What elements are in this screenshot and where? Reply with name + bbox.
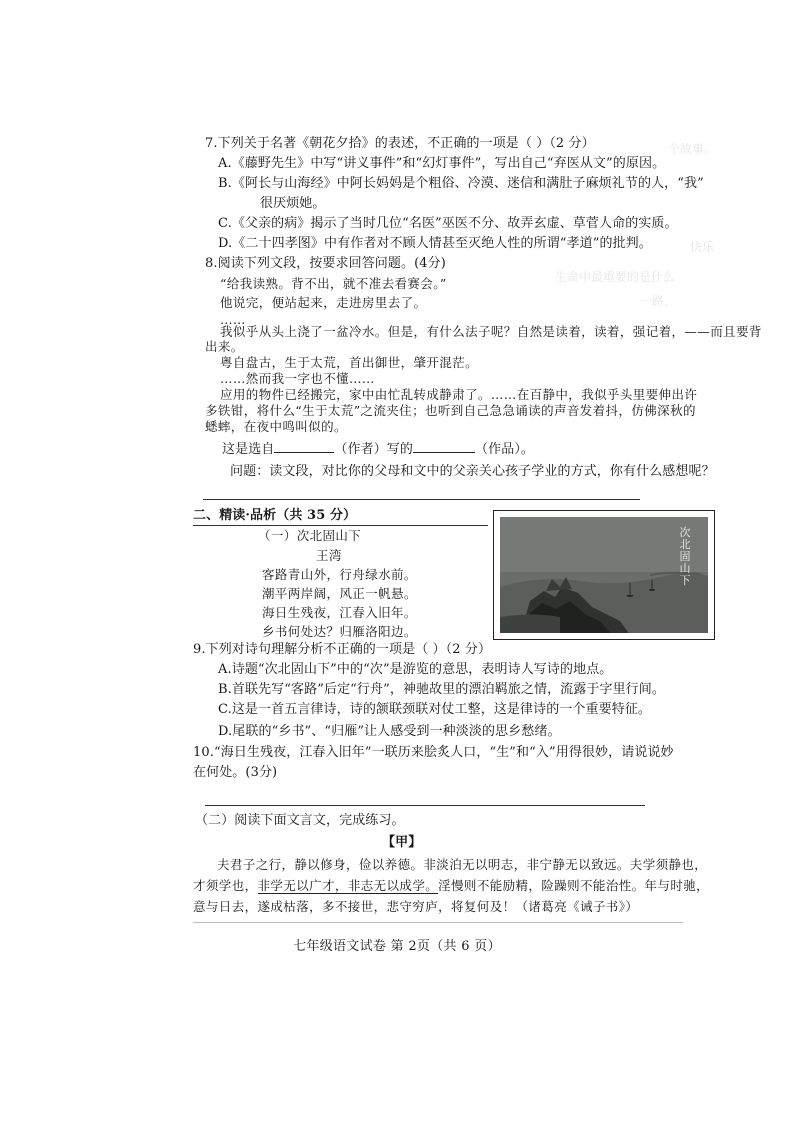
poem-line: 海日生残夜，江春入旧年。 [262,605,417,620]
page-footer: 七年级语文试卷 第 2页（共 6 页） [293,939,501,954]
q8-passage-line: 出来。 [205,339,244,354]
section-divider [193,525,488,526]
work-blank[interactable] [413,438,475,453]
q8-passage-line: “给我读熟。背不出，就不准去看赛会。” [220,276,447,291]
poem-line: 潮平两岸阔，风正一帆悬。 [262,586,417,601]
bleed-through-text: 一路， [640,294,677,308]
passage-jia-label: 【甲】 [382,835,422,850]
q8-passage-line: 我似乎从头上浇了一盆冷水。但是，有什么法子呢？自然是读着，读着，强记着，——而且要背 [220,324,762,339]
q10-stem: 10.“海日生残夜，江春入旧年”一联历来脍炙人口，“生”和“入”用得很妙，请说说妙 [193,745,674,760]
poem-line: 乡书何处达？归雁洛阳边。 [262,624,417,639]
footer-divider [193,922,683,923]
q9-option-b: B.首联先写“客路”后定“行舟”，神驰故里的漂泊羁旅之情，流露于字里行间。 [218,682,665,697]
part2-heading: （二）阅读下面文言文，完成练习。 [195,813,405,828]
q9-option-d: D.尾联的“乡书”、“归雁”让人感受到一种淡淡的思乡愁绪。 [218,724,561,739]
q7-stem: 7.下列关于名著《朝花夕拾》的表述，不正确的一项是（ ）（2 分） [205,136,595,151]
q7-option-d: D.《二十四孝图》中有作者对不顾人情甚至灭绝人性的所谓“孝道”的批判。 [218,236,652,251]
poem-author: 王湾 [316,548,342,563]
underlined-sentence: 非学无以广才，非志无以成学。 [257,878,439,893]
classical-text-segment: 淫慢则不能励精，险躁则不能治性。年与时驰， [438,878,710,893]
classical-text-segment: 才须学也， [193,878,258,893]
q9-option-a: A.诗题“次北固山下”中的“次”是游览的意思，表明诗人写诗的地点。 [218,662,613,677]
q8-stem: 8.阅读下列文段，按要求回答问题。(4分) [205,256,446,271]
poem-title: （一）次北固山下 [258,528,362,543]
q8-passage-line: 粤自盘古，生于太荒，首出御世，肇开混茫。 [220,355,479,370]
painting-caption: 次北固山下 [679,526,691,587]
answer-line[interactable] [203,499,640,500]
poem-line: 客路青山外，行舟绿水前。 [262,567,417,582]
classical-text-line [193,877,709,895]
q7-option-b-cont: 很厌烦她。 [260,196,326,211]
q9-stem: 9.下列对诗句理解分析不正确的一项是（ ）（2 分） [193,642,492,657]
q9-option-c: C.这是一首五言律诗，诗的颔联颈联对仗工整，这是律诗的一个重要特征。 [218,702,652,717]
q7-option-a: A.《藤野先生》中写“讲义事件”和“幻灯事件”，写出自己“弃医从文”的原因。 [218,156,666,171]
classical-text-line: 意与日去，遂成枯落，多不接世，悲守穷庐，将复何及！（诸葛亮《诫子书》） [193,899,639,914]
q8-passage-line: 蟋蟀，在夜中鸣叫似的。 [205,419,347,434]
q8-fill-middle: （作者）写的 [334,442,414,457]
q8-passage-line: 应用的物件已经搬完，家中由忙乱转成静肃了。……在百静中，我似乎头里要伸出许 [220,387,698,402]
q8-question: 问题：读文段，对比你的父母和文中的父亲关心孩子学业的方式，你有什么感想呢？ [230,464,715,479]
q8-passage-line: 多铁钳，将什么“生于太荒”之流夹住；也听到自己急急诵读的声音发着抖，仿佛深秋的 [205,403,696,418]
author-blank[interactable] [274,438,334,453]
q8-passage-line: 他说完，便站起来，走进房里去了。 [220,295,427,310]
q8-fill-prefix: 这是选自 [222,442,275,457]
landscape-painting-image [493,510,715,640]
bleed-through-text: 个故事。 [668,142,717,156]
q10-stem-cont: 在何处。(3分) [193,765,278,780]
mountain-landscape-icon [500,517,708,633]
bleed-through-text: 快乐 [690,240,715,254]
bleed-through-text: 生命中最重要的是什么 [555,270,676,284]
q7-option-b: B.《阿长与山海经》中阿长妈妈是个粗俗、冷漠、迷信和满肚子麻烦礼节的人，“我” [218,176,704,191]
classical-text-line: 夫君子之行，静以修身，俭以养德。非淡泊无以明志，非宁静无以致远。夫学须静也， [217,857,708,872]
q7-option-c: C.《父亲的病》揭示了当时几位“名医”巫医不分、故弄玄虚、草菅人命的实质。 [218,216,678,231]
q8-passage-line: ……然而我一字也不懂…… [220,371,375,386]
q8-passage-ellipsis: …… [220,312,246,327]
q8-fill-line [222,438,534,459]
q8-fill-suffix: （作品）。 [475,442,535,457]
section2-heading: 二、精读·品析（共 35 分） [193,508,357,523]
answer-line[interactable] [205,805,645,806]
